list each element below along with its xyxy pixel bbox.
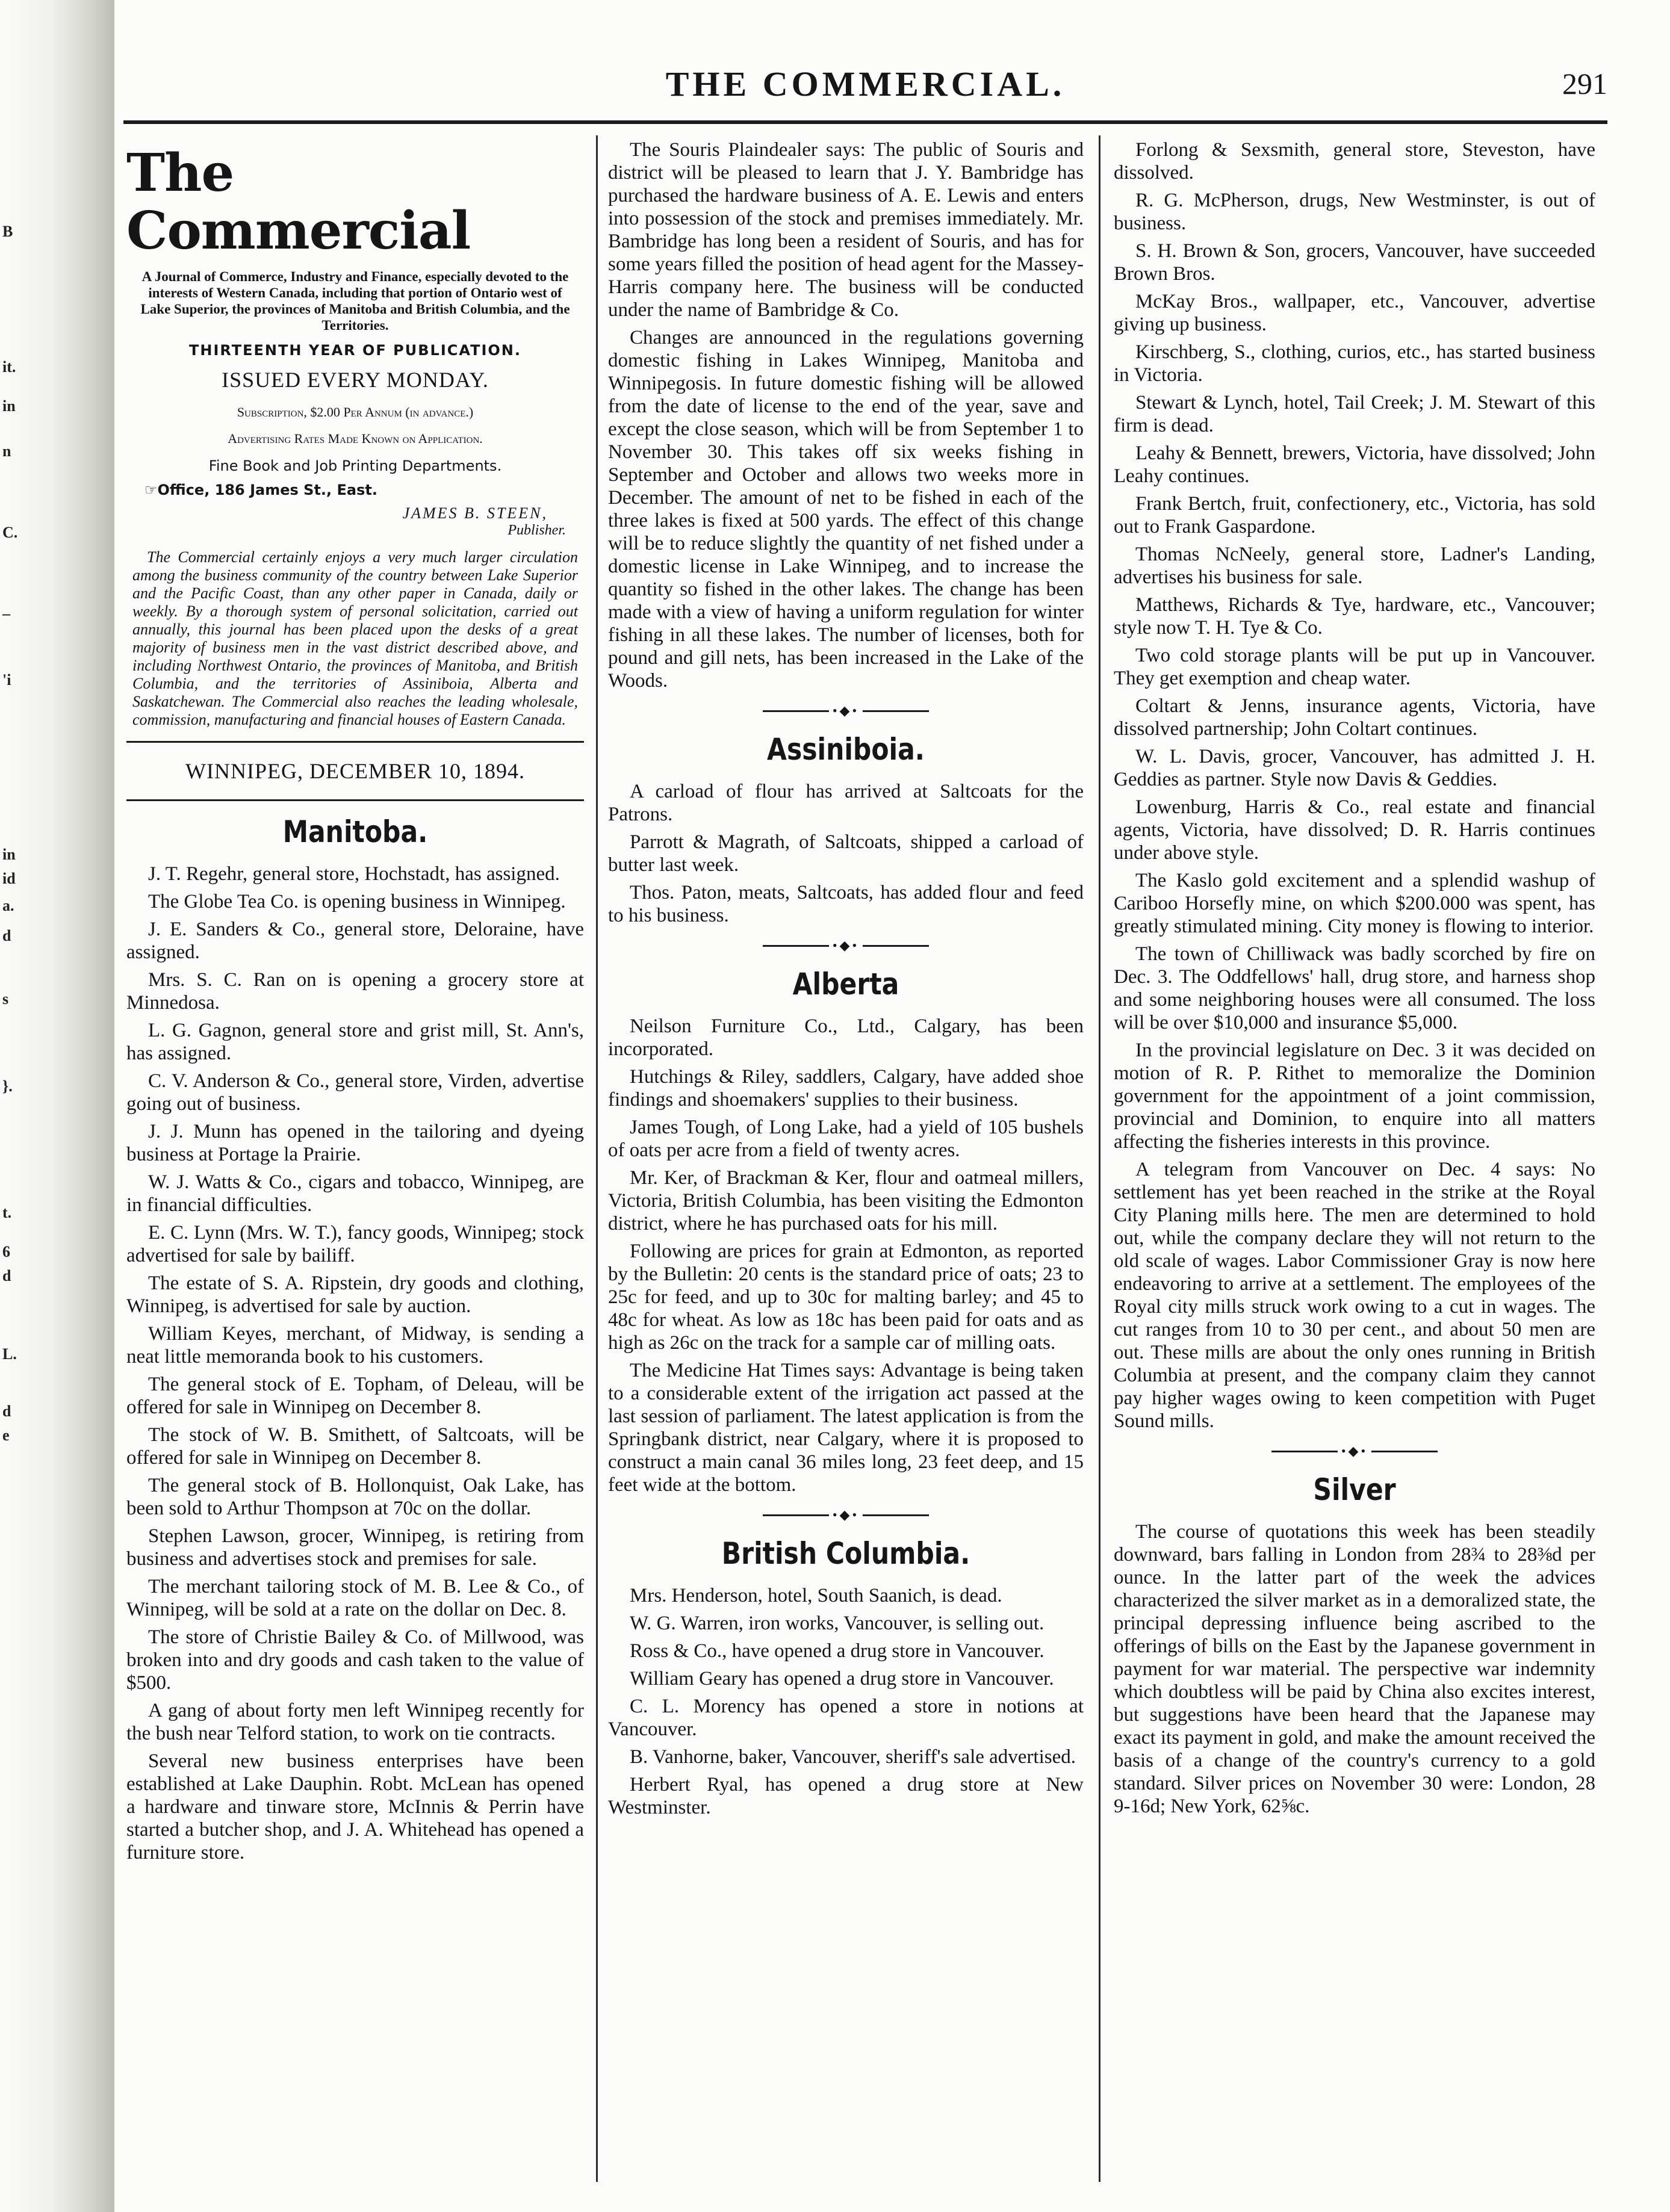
- news-item: C. V. Anderson & Co., general store, Virden, advertise going out of business.: [126, 1070, 584, 1115]
- nameplate-description: A Journal of Commerce, Industry and Finance, especially devoted to the interests of Western Canada, including that portion of Ontario west of Lake Superior, the provinces of Manitoba and British Columbia, and the Territories.: [140, 269, 570, 333]
- section-divider: •◆•: [1114, 1443, 1595, 1459]
- nameplate-title: The Commercial: [126, 143, 471, 261]
- section-heading-alberta: Alberta: [792, 967, 899, 1002]
- news-item: Several new business enterprises have been established at Lake Dauphin. Robt. McLean has opened a hardware and tinware store, McInnis & Perrin have started a butcher shop, and J. A. Whitehead has opened a furniture store.: [126, 1750, 584, 1863]
- edge-mark: in: [2, 846, 16, 863]
- edge-mark: in: [2, 397, 16, 415]
- divider-rule: [126, 799, 584, 801]
- news-item: Forlong & Sexsmith, general store, Steveston, have dissolved.: [1114, 139, 1595, 184]
- news-item: The estate of S. A. Ripstein, dry goods and clothing, Winnipeg, is advertised for sale by auction.: [126, 1272, 584, 1317]
- section-heading-british-columbia: British Columbia.: [721, 1536, 970, 1571]
- edge-mark: id: [2, 870, 16, 887]
- column-1: [126, 138, 584, 2185]
- edge-marks: [2, 0, 39, 2212]
- news-item: William Keyes, merchant, of Midway, is sending a neat little memoranda book to his customers.: [126, 1323, 584, 1368]
- news-item: A gang of about forty men left Winnipeg recently for the bush near Telford station, to work on tie contracts.: [126, 1700, 584, 1744]
- edge-mark: d: [2, 1267, 11, 1284]
- news-item: C. L. Morency has opened a store in notions at Vancouver.: [608, 1696, 1084, 1740]
- news-item: McKay Bros., wallpaper, etc., Vancouver, advertise giving up business.: [1114, 291, 1595, 335]
- edge-mark: 'i: [2, 671, 11, 689]
- news-item: L. G. Gagnon, general store and grist mill, St. Ann's, has assigned.: [126, 1020, 584, 1064]
- edge-mark: L.: [2, 1345, 17, 1363]
- header-rule: [123, 120, 1607, 124]
- edge-mark: }.: [2, 1077, 13, 1095]
- pointing-hand-icon: ☞: [144, 482, 158, 498]
- news-item: The Medicine Hat Times says: Advantage is being taken to a considerable extent of the irrigation act passed at the last session of parliament. The latest application is from the Springbank district, near Calgary, where it is proposed to construct a main canal 36 miles long, 23 feet deep, and 15 feet wide at the bottom.: [608, 1360, 1084, 1496]
- subscription-notice: Subscription, $2.00 Per Annum (in advance.): [237, 404, 474, 420]
- edge-mark: it.: [2, 358, 16, 376]
- column-3: [1114, 138, 1595, 2185]
- news-item: The course of quotations this week has been steadily downward, bars falling in London from 28¾ to 28⅜d per ounce. In the latter part of the week the advices characterized the silver market as in a demoralized state, the principal depressing influence being ascribed to the offerings of bills on the East by the Japanese government in payment for war material. The perspective war indemnity which doubtless will be paid by China also excites interest, but suggestions have been heard that the Japanese may exact its payment in gold, and make the amount received the basis of a change of the country's currency to a gold standard. Silver prices on November 30 were: London, 28 9-16d; New York, 62⅝c.: [1114, 1521, 1595, 1817]
- column-divider: [1099, 135, 1100, 2182]
- section-heading-silver: Silver: [1313, 1472, 1396, 1507]
- news-item: Matthews, Richards & Tye, hardware, etc., Vancouver; style now T. H. Tye & Co.: [1114, 594, 1595, 639]
- news-item: Leahy & Bennett, brewers, Victoria, have dissolved; John Leahy continues.: [1114, 442, 1595, 487]
- news-item: Herbert Ryal, has opened a drug store at New Westminster.: [608, 1774, 1084, 1818]
- news-item: The Souris Plaindealer says: The public of Souris and district will be pleased to learn that J. Y. Bambridge has purchased the hardware business of A. E. Lewis and enters into possession of the stock and premises immediately. Mr. Bambridge has long been a resident of Souris, and has for some years filled the position of head agent for the Massey-Harris company here. The business will be conducted under the name of Bambridge & Co.: [608, 139, 1084, 321]
- office-address-text: Office, 186 James St., East.: [157, 482, 377, 498]
- news-item: E. C. Lynn (Mrs. W. T.), fancy goods, Winnipeg; stock advertised for sale by bailiff.: [126, 1222, 584, 1266]
- news-item: Mr. Ker, of Brackman & Ker, flour and oatmeal millers, Victoria, British Columbia, has been visiting the Edmonton district, where he has purchased oats for his mill.: [608, 1167, 1084, 1235]
- news-item: Thomas NcNeely, general store, Ladner's Landing, advertises his business for sale.: [1114, 544, 1595, 588]
- news-item: A telegram from Vancouver on Dec. 4 says: No settlement has yet been reached in the strike at the Royal City Planing mills here. The men are determined to hold out, while the company declare they will not return to the old scale of wages. Labor Commissioner Gray is now here endeavoring to arrive at a settlement. The employees of the Royal city mills struck work owing to a cut in wages. The cut ranges from 10 to 30 per cent., and about 50 men are out. These mills are about the only ones running in British Columbia at present, and the company claim they cannot pay higher wages owing to keen competition with Puget Sound mills.: [1114, 1159, 1595, 1432]
- news-item: The merchant tailoring stock of M. B. Lee & Co., of Winnipeg, will be sold at a rate on the dollar on Dec. 8.: [126, 1576, 584, 1620]
- edge-mark: a.: [2, 897, 14, 914]
- publisher-label: Publisher.: [508, 522, 566, 538]
- news-item: Thos. Paton, meats, Saltcoats, has added flour and feed to his business.: [608, 882, 1084, 926]
- news-item: William Geary has opened a drug store in Vancouver.: [630, 1668, 1054, 1690]
- news-item: B. Vanhorne, baker, Vancouver, sheriff's sale advertised.: [630, 1746, 1076, 1768]
- news-item: Neilson Furniture Co., Ltd., Calgary, has been incorporated.: [608, 1015, 1084, 1060]
- news-item: R. G. McPherson, drugs, New Westminster, is out of business.: [1114, 190, 1595, 234]
- news-item: Changes are announced in the regulations governing domestic fishing in Lakes Winnipeg, Manitoba and Winnipegosis. In future domestic fishing will be allowed from the date of license to the end of the year, save and except the close season, which will be from September 1 to November 30. This takes off six weeks fishing in September and October and allows two weeks more in December. The amount of net to be fished in each of the three lakes is fixed at 500 yards. The effect of this change will be to reduce slightly the quantity of net fished under a domestic license in Lake Winnipeg, and to increase the quantity so fished in the other lakes. The change has been made with a view of having a uniform regulation for winter fishing in all these lakes. The number of licenses, both for pound and gill nets, has been increased in the Lake of the Woods.: [608, 327, 1084, 692]
- news-item: J. J. Munn has opened in the tailoring and dyeing business at Portage la Prairie.: [126, 1121, 584, 1165]
- edge-mark: 6: [2, 1243, 10, 1260]
- news-item: J. E. Sanders & Co., general store, Deloraine, have assigned.: [126, 919, 584, 963]
- section-heading-manitoba: Manitoba.: [282, 814, 428, 849]
- printing-notice: Fine Book and Job Printing Departments.: [208, 457, 502, 474]
- advertising-notice: Advertising Rates Made Known on Application.: [228, 431, 483, 446]
- news-item: Mrs. Henderson, hotel, South Saanich, is dead.: [630, 1585, 1002, 1606]
- news-item: Hutchings & Riley, saddlers, Calgary, have added shoe findings and shoemakers' supplies to their business.: [608, 1066, 1084, 1111]
- news-item: The general stock of B. Hollonquist, Oak Lake, has been sold to Arthur Thompson at 70c on the dollar.: [126, 1475, 584, 1519]
- news-item: Ross & Co., have opened a drug store in Vancouver.: [630, 1640, 1045, 1662]
- divider-rule: [126, 741, 584, 743]
- publication-year: THIRTEENTH YEAR OF PUBLICATION.: [188, 342, 521, 359]
- section-divider: •◆•: [608, 938, 1084, 953]
- news-item: Two cold storage plants will be put up in Vancouver. They get exemption and cheap water.: [1114, 645, 1595, 689]
- office-address: [144, 482, 584, 498]
- news-item: The general stock of E. Topham, of Deleau, will be offered for sale in Winnipeg on December 8.: [126, 1374, 584, 1418]
- news-item: Lowenburg, Harris & Co., real estate and financial agents, Victoria, have dissolved; D. R. Harris continues under above style.: [1114, 796, 1595, 864]
- section-divider: •◆•: [608, 703, 1084, 719]
- news-item: The town of Chilliwack was badly scorched by fire on Dec. 3. The Oddfellows' hall, drug store, and harness shop and some neighboring houses were all consumed. The loss will be over $10,000 and insurance $5,000.: [1114, 943, 1595, 1033]
- issued-notice: ISSUED EVERY MONDAY.: [222, 368, 489, 392]
- news-item: Frank Bertch, fruit, confectionery, etc., Victoria, has sold out to Frank Gaspardone.: [1114, 493, 1595, 538]
- news-item: W. J. Watts & Co., cigars and tobacco, Winnipeg, are in financial difficulties.: [126, 1171, 584, 1216]
- news-item: J. T. Regehr, general store, Hochstadt, has assigned.: [148, 863, 560, 885]
- news-item: A carload of flour has arrived at Saltcoats for the Patrons.: [608, 781, 1084, 825]
- edge-mark: t.: [2, 1204, 12, 1221]
- news-item: Following are prices for grain at Edmonton, as reported by the Bulletin: 20 cents is the standard price of oats; 23 to 25c for feed, and up to 30c for malting barley; and 45 to 48c for wheat. As low as 18c has been paid for oats and as high as 26c on the track for a sample car of milling oats.: [608, 1241, 1084, 1354]
- edge-mark: d: [2, 1402, 11, 1420]
- column-divider: [596, 135, 598, 2182]
- edge-mark: e: [2, 1427, 10, 1444]
- edge-mark: s: [2, 990, 9, 1008]
- news-item: James Tough, of Long Lake, had a yield of 105 bushels of oats per acre from a field of twenty acres.: [608, 1117, 1084, 1161]
- section-heading-assiniboia: Assiniboia.: [767, 732, 925, 767]
- column-2: [608, 138, 1084, 2185]
- news-item: Kirschberg, S., clothing, curios, etc., has started business in Victoria.: [1114, 341, 1595, 386]
- edge-mark: C.: [2, 524, 18, 541]
- news-item: The Kaslo gold excitement and a splendid washup of Cariboo Horsefly mine, on which $200.000 was spent, has greatly stimulated mining. City money is flowing to interior.: [1114, 870, 1595, 937]
- publisher-name: JAMES B. STEEN,: [402, 504, 548, 522]
- news-item: S. H. Brown & Son, grocers, Vancouver, have succeeded Brown Bros.: [1114, 240, 1595, 285]
- news-item: Parrott & Magrath, of Saltcoats, shipped a carload of butter last week.: [608, 831, 1084, 876]
- news-item: The Globe Tea Co. is opening business in Winnipeg.: [148, 891, 566, 912]
- news-item: W. L. Davis, grocer, Vancouver, has admitted J. H. Geddies as partner. Style now Davis & Geddies.: [1114, 746, 1595, 790]
- news-item: Stephen Lawson, grocer, Winnipeg, is retiring from business and advertises stock and premises for sale.: [126, 1525, 584, 1570]
- section-divider: •◆•: [608, 1507, 1084, 1523]
- news-item: In the provincial legislature on Dec. 3 it was decided on motion of R. P. Rithet to memoralize the Dominion government for the appointment of a joint commission, provincial and Dominion, to enquire into all matters affecting the fisheries interests in this province.: [1114, 1039, 1595, 1153]
- news-item: Mrs. S. C. Ran on is opening a grocery store at Minnedosa.: [126, 969, 584, 1014]
- news-item: W. G. Warren, iron works, Vancouver, is selling out.: [630, 1613, 1045, 1634]
- circulation-blurb: The Commercial certainly enjoys a very much larger circulation among the business community of the country between Lake Superior and the Pacific Coast, than any other paper in Canada, daily or weekly. By a thorough system of personal solicitation, carried out annually, this journal has been placed upon the desks of a great majority of business men in the vast district described above, and including Northwest Ontario, the provinces of Manitoba, and British Columbia, and the territories of Assiniboia, Alberta and Saskatchewan. The Commercial also reaches the leading wholesale, commission, manufacturing and financial houses of Eastern Canada.: [132, 548, 578, 728]
- news-item: Coltart & Jenns, insurance agents, Victoria, have dissolved partnership; John Coltart continues.: [1114, 695, 1595, 740]
- edge-mark: –: [2, 605, 10, 622]
- newspaper-title: THE COMMERCIAL.: [665, 64, 1066, 104]
- edge-mark: n: [2, 442, 11, 460]
- news-item: The stock of W. B. Smithett, of Saltcoats, will be offered for sale in Winnipeg on December 8.: [126, 1424, 584, 1469]
- page-number: 291: [1562, 67, 1607, 101]
- dateline: WINNIPEG, DECEMBER 10, 1894.: [185, 759, 525, 783]
- news-item: Stewart & Lynch, hotel, Tail Creek; J. M. Stewart of this firm is dead.: [1114, 392, 1595, 436]
- edge-mark: B: [2, 223, 13, 240]
- edge-mark: d: [2, 927, 11, 944]
- news-item: The store of Christie Bailey & Co. of Millwood, was broken into and dry goods and cash taken to the value of $500.: [126, 1626, 584, 1694]
- page-header: [123, 60, 1607, 108]
